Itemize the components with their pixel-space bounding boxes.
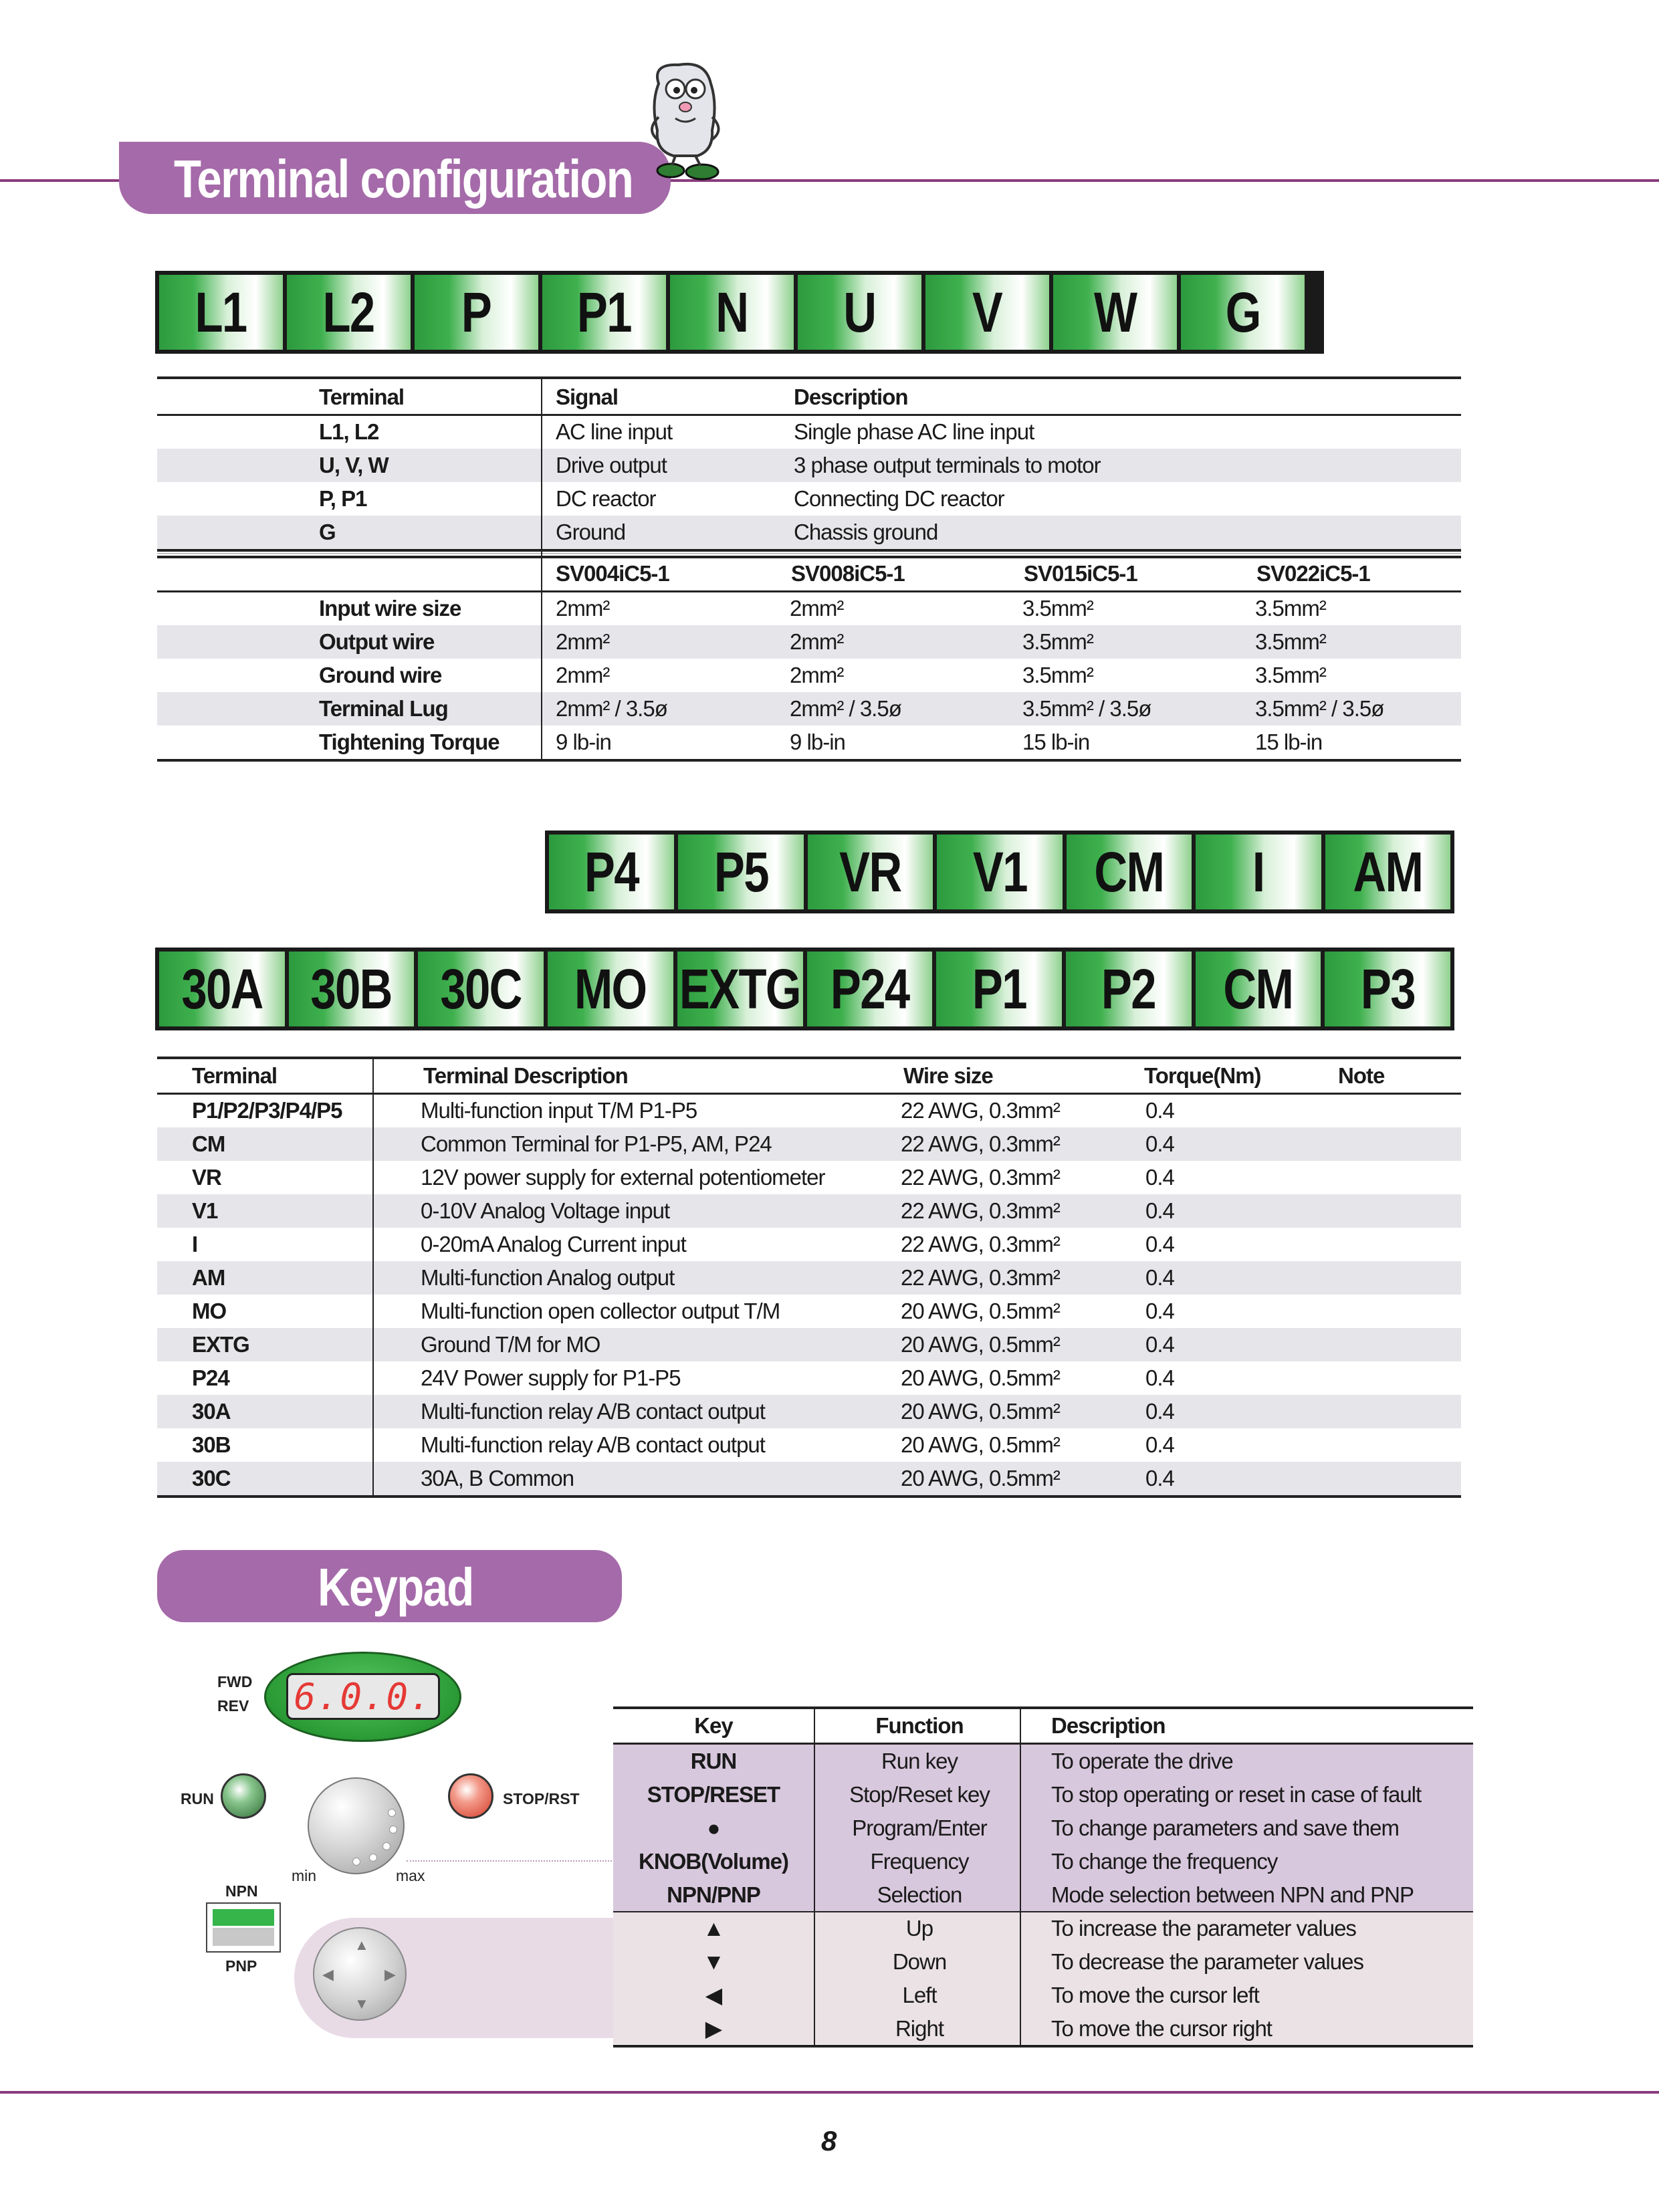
run-label: RUN: [181, 1790, 214, 1807]
table-row: STOP/RESET Stop/Reset key To stop operating or reset in case of fault: [647, 1782, 1422, 1807]
terminal-block: V1: [937, 835, 1062, 909]
led-display: [286, 1673, 440, 1720]
table-header: Terminal Signal Description: [319, 384, 908, 409]
terminal-block: N: [670, 275, 794, 350]
power-terminal-table: [157, 376, 1461, 763]
terminal-block: U: [798, 275, 921, 350]
table-row: ▼ Down To decrease the parameter values: [703, 1949, 1363, 1974]
stop-reset-button[interactable]: [448, 1773, 493, 1819]
terminal-block: CM: [1196, 952, 1321, 1026]
display-readout: 6.0.0.: [294, 1675, 433, 1718]
terminal-block: AM: [1325, 835, 1450, 909]
table-row: ▲ Up To increase the parameter values: [703, 1916, 1356, 1941]
max-label: max: [396, 1867, 425, 1884]
pnp-label: PNP: [225, 1957, 257, 1975]
right-arrow-icon[interactable]: ▶: [384, 1966, 396, 1983]
table-row: CM Common Terminal for P1-P5, AM, P24 22 AWG, 0.3mm² 0.4: [157, 1127, 1461, 1161]
table-row: V1 0-10V Analog Voltage input 22 AWG, 0.3mm² 0.4: [157, 1194, 1461, 1228]
table-row: Output wire 2mm² 2mm² 3.5mm² 3.5mm²: [157, 625, 1461, 659]
table-row: G Ground Chassis ground: [157, 516, 1461, 549]
left-arrow-icon[interactable]: ◀: [322, 1966, 334, 1983]
navigation-pad[interactable]: [313, 1927, 407, 2021]
table-row: RUN Run key To operate the drive: [690, 1749, 1233, 1773]
table-row: ◀ Left To move the cursor left: [705, 1983, 1259, 2007]
power-terminal-strip: [155, 271, 1324, 354]
terminal-block: P1: [936, 952, 1062, 1026]
frequency-knob[interactable]: [308, 1777, 405, 1874]
footer-rule: [0, 2091, 1659, 2094]
terminal-block: CM: [1067, 835, 1192, 909]
table-row: ● Program/Enter To change parameters and save them: [707, 1815, 1399, 1840]
terminal-block: L2: [287, 275, 411, 350]
control-terminal-table: [157, 1057, 1461, 1494]
table-row: AM Multi-function Analog output 22 AWG, 0.3mm² 0.4: [157, 1261, 1461, 1295]
table-row: Input wire size 2mm² 2mm² 3.5mm² 3.5mm²: [319, 596, 1326, 621]
terminal-block: P: [415, 275, 538, 350]
page-number: 8: [821, 2125, 837, 2156]
table-header: Terminal Terminal Description Wire size Torque(Nm) Note: [192, 1063, 1385, 1088]
section-title: Keypad: [318, 1557, 473, 1617]
npn-label: NPN: [225, 1882, 258, 1900]
terminal-block: V: [925, 275, 1049, 350]
table-row: MO Multi-function open collector output T/M 20 AWG, 0.5mm² 0.4: [192, 1299, 1174, 1323]
table-row: P1/P2/P3/P4/P5 Multi-function input T/M P1-P5 22 AWG, 0.3mm² 0.4: [192, 1098, 1174, 1123]
terminal-block: P3: [1325, 952, 1450, 1026]
table-row: NPN/PNP Selection Mode selection between NPN and PNP: [667, 1882, 1414, 1907]
stop-rst-label: STOP/RST: [503, 1790, 580, 1807]
terminal-block: VR: [808, 835, 933, 909]
table-row: U, V, W Drive output 3 phase output terminals to motor: [157, 449, 1461, 482]
terminal-block: P1: [542, 275, 666, 350]
table-row: L1, L2 AC line input Single phase AC line input: [319, 419, 1034, 444]
section-title: Terminal configuration: [174, 149, 633, 209]
min-label: min: [292, 1867, 317, 1884]
control-terminal-strip-top: [545, 831, 1454, 913]
table-row: 30B Multi-function relay A/B contact output 20 AWG, 0.5mm² 0.4: [192, 1432, 1174, 1457]
section-title-pill: [157, 1550, 622, 1622]
terminal-block: G: [1181, 275, 1305, 350]
up-arrow-icon[interactable]: ▲: [354, 1937, 369, 1953]
npn-pnp-switch[interactable]: [206, 1902, 281, 1953]
terminal-block: P4: [549, 835, 674, 909]
terminal-block: I: [1196, 835, 1321, 909]
table-row: Terminal Lug 2mm² / 3.5ø 2mm² / 3.5ø 3.5mm² / 3.5ø 3.5mm² / 3.5ø: [157, 692, 1461, 726]
table-row: VR 12V power supply for external potentiometer 22 AWG, 0.3mm² 0.4: [192, 1165, 1174, 1190]
rev-label: REV: [217, 1697, 249, 1715]
table-row: P, P1 DC reactor Connecting DC reactor: [319, 486, 1004, 511]
table-row: ▶ Right To move the cursor right: [705, 2016, 1272, 2041]
terminal-block: 30B: [289, 952, 415, 1026]
table-row: 30C 30A, B Common 20 AWG, 0.5mm² 0.4: [157, 1462, 1461, 1495]
table-row: I 0-20mA Analog Current input 22 AWG, 0.3mm² 0.4: [192, 1232, 1174, 1256]
table-header: Key Function Description: [694, 1713, 1166, 1738]
mascot-illustration: [639, 57, 732, 191]
control-terminal-strip-bottom: [155, 948, 1454, 1030]
table-row: 30A Multi-function relay A/B contact output 20 AWG, 0.5mm² 0.4: [157, 1395, 1461, 1428]
table-row: P24 24V Power supply for P1-P5 20 AWG, 0.5mm² 0.4: [192, 1365, 1174, 1390]
terminal-block: P5: [678, 835, 803, 909]
terminal-block: W: [1053, 275, 1177, 350]
terminal-block: P24: [807, 952, 933, 1026]
table-row: Ground wire 2mm² 2mm² 3.5mm² 3.5mm²: [319, 663, 1326, 687]
terminal-block: 30C: [418, 952, 544, 1026]
terminal-block: MO: [548, 952, 673, 1026]
terminal-block: 30A: [159, 952, 285, 1026]
table-row: EXTG Ground T/M for MO 20 AWG, 0.5mm² 0.4: [157, 1328, 1461, 1361]
down-arrow-icon[interactable]: ▼: [354, 1995, 369, 2012]
run-button[interactable]: [221, 1773, 266, 1819]
table-row: Tightening Torque 9 lb-in 9 lb-in 15 lb-in 15 lb-in: [319, 730, 1323, 754]
section-title-pill: [119, 142, 671, 214]
terminal-block: L1: [159, 275, 283, 350]
terminal-block: EXTG: [677, 952, 803, 1026]
terminal-block: P2: [1066, 952, 1192, 1026]
table-row: KNOB(Volume) Frequency To change the frequency: [639, 1849, 1278, 1874]
fwd-label: FWD: [217, 1673, 253, 1690]
key-function-table: [613, 1706, 1473, 2049]
keypad-diagram: [160, 1632, 629, 2046]
table-header: SV004iC5-1 SV008iC5-1 SV015iC5-1 SV022iC5-1: [556, 561, 1370, 586]
